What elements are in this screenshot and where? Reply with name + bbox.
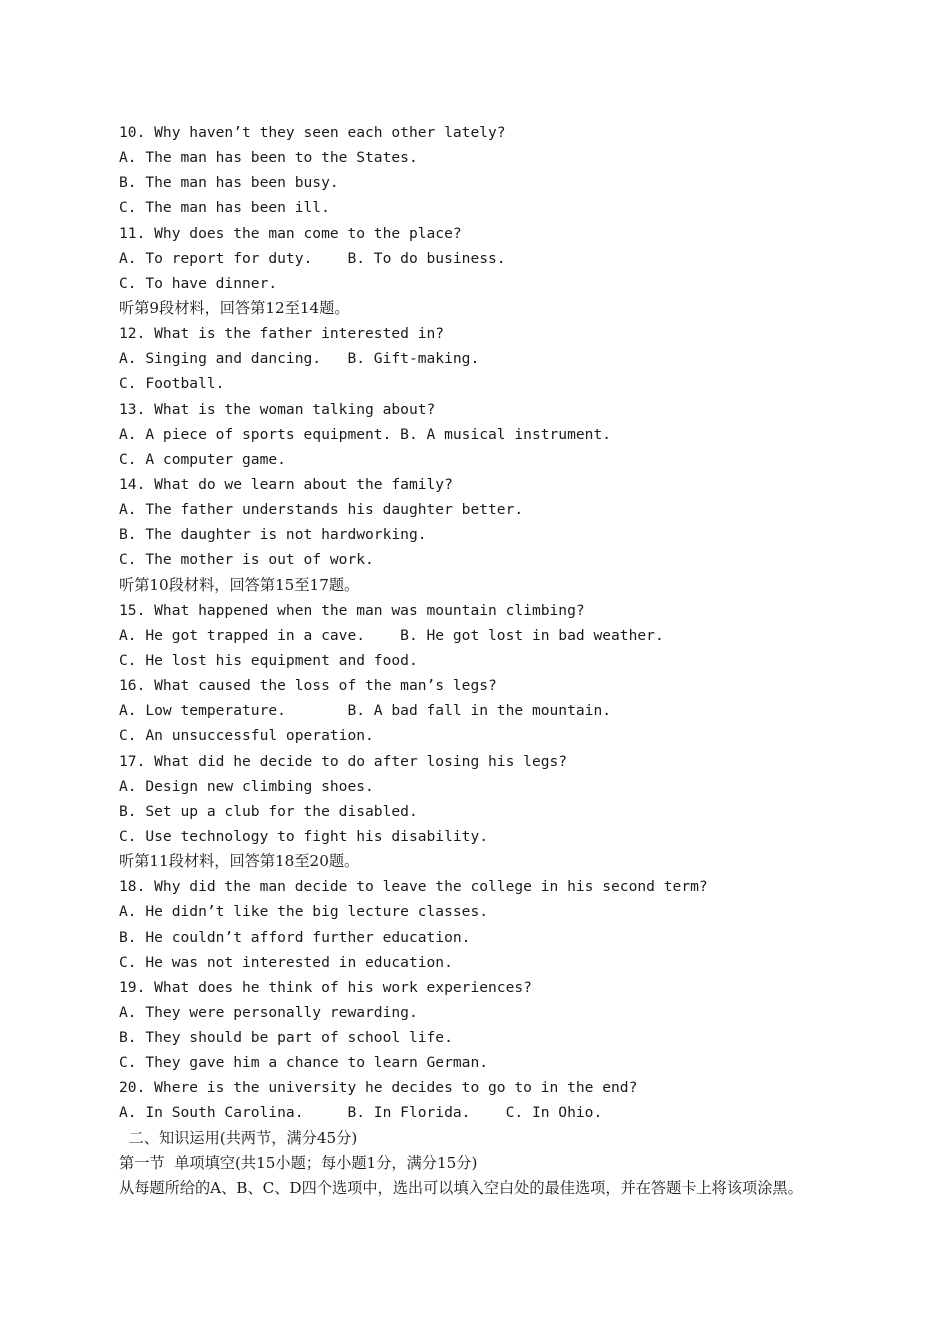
option-line: A. The father understands his daughter better. bbox=[119, 501, 524, 519]
option-line: C. He lost his equipment and food. bbox=[119, 651, 418, 669]
section-instruction: 二、知识运用(共两节，满分45分) bbox=[119, 1128, 358, 1147]
option-line: B. He couldn’t afford further education. bbox=[119, 928, 471, 946]
option-line: A. He didn’t like the big lecture classes. bbox=[119, 903, 489, 921]
question-line: 19. What does he think of his work experiences? bbox=[119, 978, 532, 996]
question-line: 14. What do we learn about the family? bbox=[119, 475, 453, 493]
option-line: B. The man has been busy. bbox=[119, 174, 339, 192]
option-line: A. Design new climbing shoes. bbox=[119, 777, 374, 795]
section-instruction: 听第11段材料，回答第18至20题。 bbox=[119, 852, 360, 871]
question-line: 13. What is the woman talking about? bbox=[119, 400, 436, 418]
option-line: C. A computer game. bbox=[119, 450, 286, 468]
section-instruction: 听第9段材料，回答第12至14题。 bbox=[119, 298, 350, 317]
option-line: C. Football. bbox=[119, 375, 225, 393]
question-line: 11. Why does the man come to the place? bbox=[119, 224, 462, 242]
option-line: A. They were personally rewarding. bbox=[119, 1003, 418, 1021]
option-line: A. Singing and dancing. B. Gift-making. bbox=[119, 350, 480, 368]
option-line: A. Low temperature. B. A bad fall in the mountain. bbox=[119, 702, 612, 720]
option-line: A. A piece of sports equipment. B. A musical instrument. bbox=[119, 425, 612, 443]
option-line: C. The mother is out of work. bbox=[119, 551, 374, 569]
question-line: 10. Why haven’t they seen each other lately? bbox=[119, 124, 506, 141]
option-line: C. He was not interested in education. bbox=[119, 953, 453, 971]
option-line: C. An unsuccessful operation. bbox=[119, 727, 374, 745]
section-instruction: 第一节 单项填空(共15小题；每小题1分，满分15分) bbox=[119, 1153, 478, 1172]
question-line: 17. What did he decide to do after losing his legs? bbox=[119, 752, 568, 770]
option-line: A. In South Carolina. B. In Florida. C. In Ohio. bbox=[119, 1104, 603, 1122]
option-line: C. The man has been ill. bbox=[119, 199, 330, 217]
option-line: B. The daughter is not hardworking. bbox=[119, 526, 427, 544]
question-line: 18. Why did the man decide to leave the college in his second term? bbox=[119, 878, 708, 896]
option-line: C. They gave him a chance to learn German. bbox=[119, 1054, 489, 1072]
option-line: A. He got trapped in a cave. B. He got lost in bad weather. bbox=[119, 626, 664, 644]
option-line: A. The man has been to the States. bbox=[119, 149, 418, 167]
section-instruction: 听第10段材料，回答第15至17题。 bbox=[119, 575, 360, 594]
option-line: C. To have dinner. bbox=[119, 274, 278, 292]
document-body bbox=[119, 120, 909, 1201]
question-line: 20. Where is the university he decides to go to in the end? bbox=[119, 1079, 638, 1097]
question-line: 16. What caused the loss of the man’s legs? bbox=[119, 677, 497, 695]
question-line: 12. What is the father interested in? bbox=[119, 325, 445, 343]
option-line: B. Set up a club for the disabled. bbox=[119, 802, 418, 820]
section-instruction: 从每题所给的A、B、C、D四个选项中，选出可以填入空白处的最佳选项，并在答题卡上将该项涂黑。 bbox=[119, 1178, 803, 1197]
question-line: 15. What happened when the man was mountain climbing? bbox=[119, 601, 585, 619]
option-line: C. Use technology to fight his disability. bbox=[119, 827, 489, 845]
option-line: A. To report for duty. B. To do business. bbox=[119, 249, 506, 267]
option-line: B. They should be part of school life. bbox=[119, 1029, 453, 1047]
